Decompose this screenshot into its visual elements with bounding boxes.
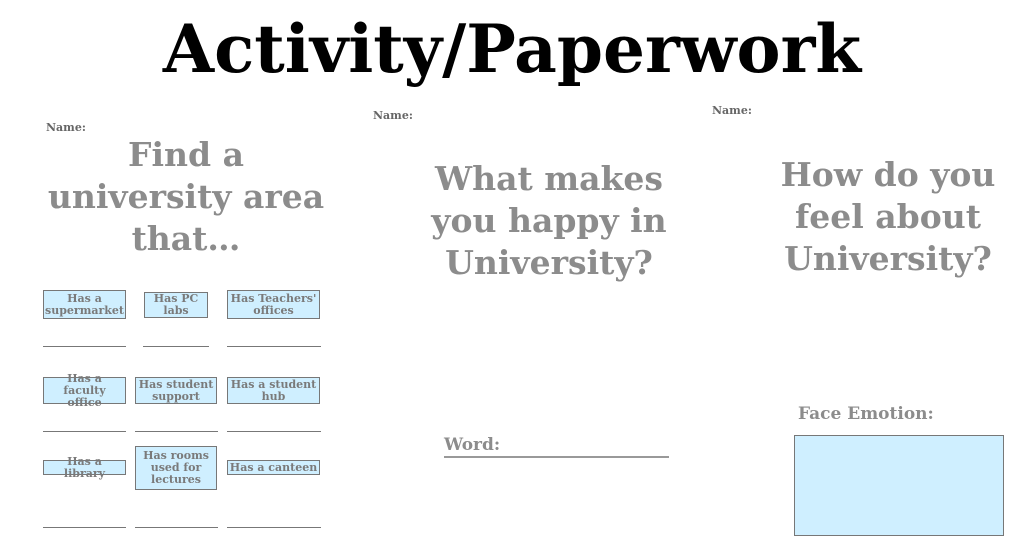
activity-item-box: Has a student hub (227, 377, 320, 404)
answer-line (135, 527, 218, 528)
name-label: Name: (46, 121, 86, 134)
sheet-prompt: How do you feel about University? (780, 155, 996, 278)
answer-line (135, 431, 218, 432)
activity-item-box: Has Teachers' offices (227, 290, 320, 319)
activity-item-box: Has a canteen (227, 460, 320, 475)
answer-line (227, 527, 321, 528)
activity-item-box: Has PC labs (144, 292, 208, 318)
activity-item-box: Has rooms used for lectures (135, 446, 217, 490)
activity-item-box: Has a supermarket (43, 290, 126, 319)
answer-line (43, 346, 126, 347)
activity-item-box: Has a library (43, 460, 126, 475)
name-label: Name: (373, 109, 413, 122)
face-emotion-label: Face Emotion: (798, 404, 934, 424)
activity-item-box: Has a faculty office (43, 377, 126, 404)
word-label: Word: (444, 435, 501, 455)
activity-item-box: Has student support (135, 377, 217, 404)
answer-line (43, 431, 126, 432)
word-answer-line (444, 456, 669, 458)
sheet-prompt: Find a university area that… (47, 135, 325, 258)
answer-line (227, 346, 321, 347)
answer-line (43, 527, 126, 528)
name-label: Name: (712, 104, 752, 117)
answer-line (227, 431, 321, 432)
answer-line (143, 346, 209, 347)
sheet-prompt: What makes you happy in University? (431, 159, 667, 282)
page-title: Activity/Paperwork (162, 10, 862, 88)
face-emotion-box (794, 435, 1004, 536)
